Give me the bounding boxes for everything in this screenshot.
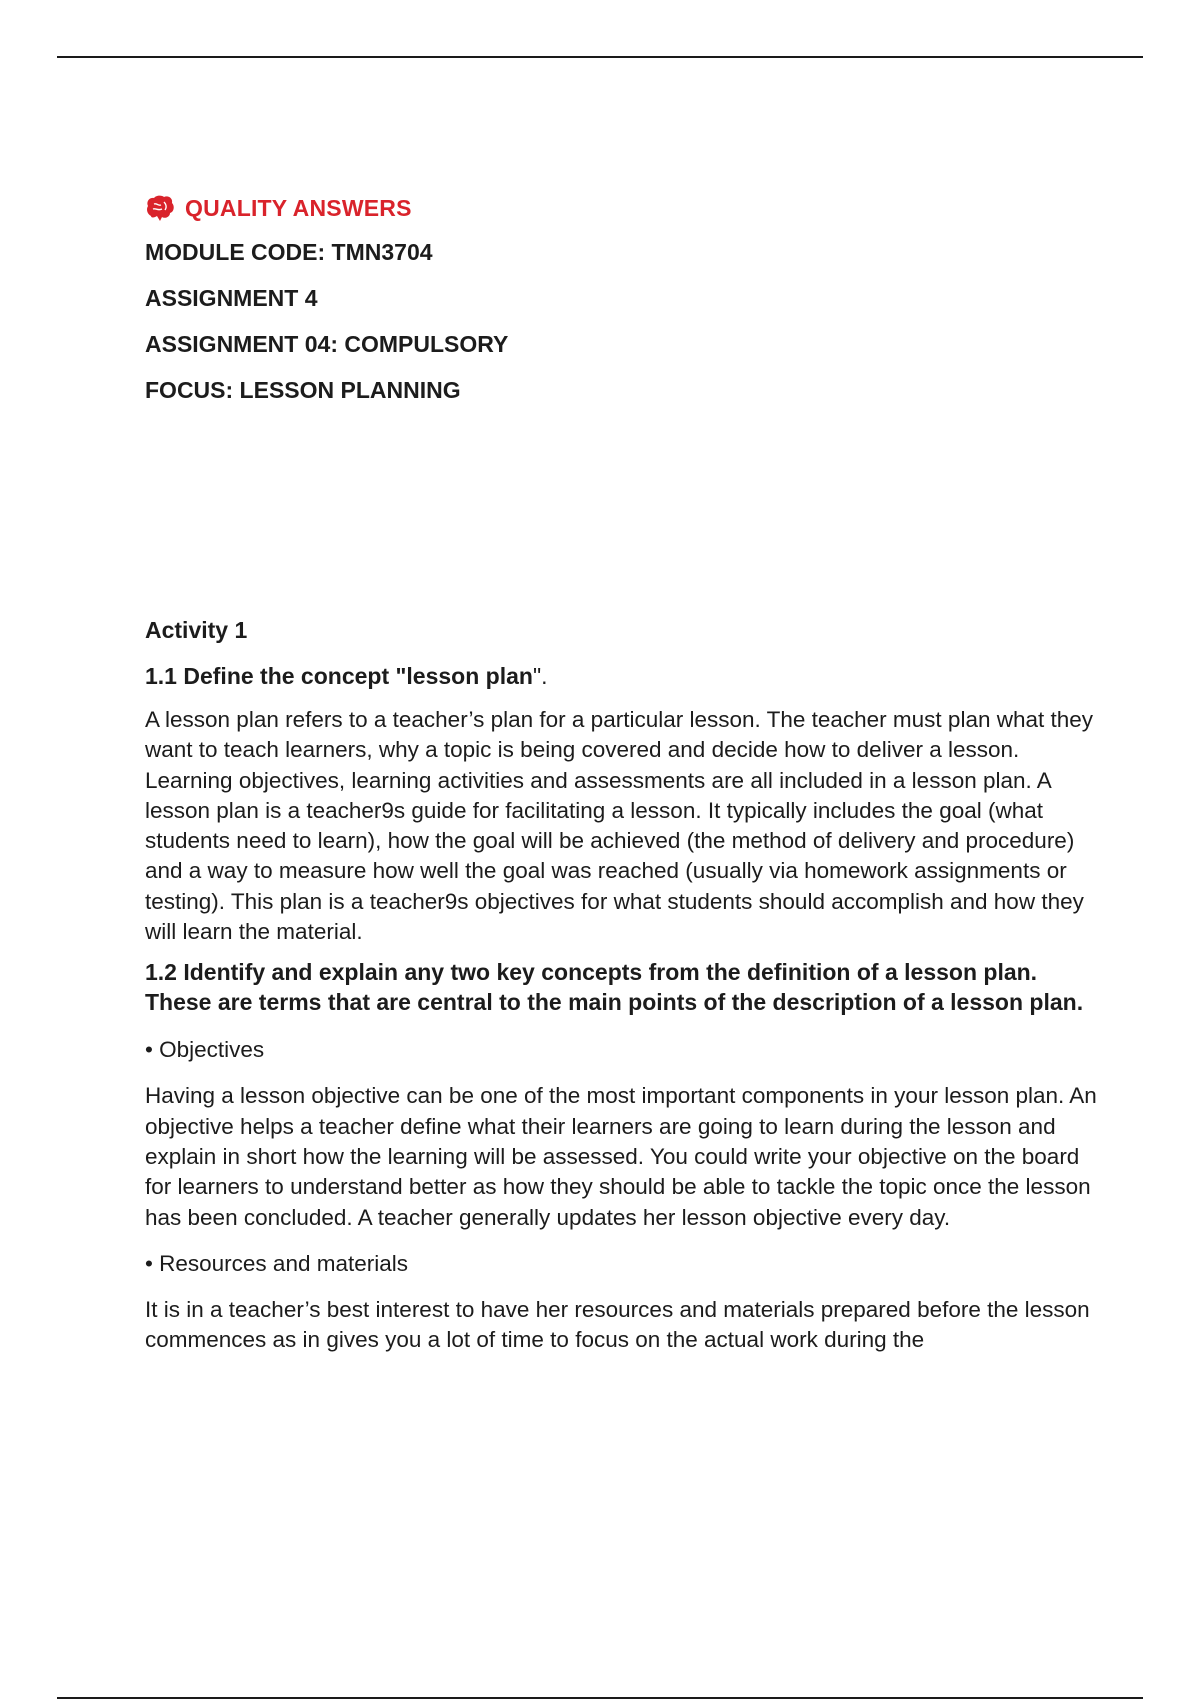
brand-header bbox=[145, 193, 1105, 223]
brain-icon bbox=[145, 194, 175, 222]
answer-1-1: A lesson plan refers to a teacher’s plan for a particular lesson. The teacher must plan what they want to teach learners, why a topic is being covered and decide how to deliver a lesson. Learning objectives, learning activities and assessments are all included in a lesson plan. A lesson plan is a teacher9s guide for facilitating a lesson. It typically includes the goal (what students need to learn), how the goal will be achieved (the method of delivery and procedure) and a way to measure how well the goal was reached (usually via homework assignments or testing). This plan is a teacher9s objectives for what students should accomplish and how they will learn the material. bbox=[145, 707, 1094, 945]
assignment-type: ASSIGNMENT 04: COMPULSORY bbox=[145, 331, 509, 357]
activity-title: Activity 1 bbox=[145, 617, 248, 643]
question-1-1 bbox=[145, 661, 1105, 691]
document-body bbox=[145, 193, 1105, 1355]
top-rule bbox=[57, 56, 1143, 58]
question-1-1-text: 1.1 Define the concept "lesson plan bbox=[145, 663, 533, 689]
bullet-resources: • Resources and materials bbox=[145, 1250, 408, 1276]
module-code: MODULE CODE: TMN3704 bbox=[145, 239, 433, 265]
focus-line: FOCUS: LESSON PLANNING bbox=[145, 377, 461, 403]
answer-objectives: Having a lesson objective can be one of the most important components in your lesson plan. An objective helps a teacher define what their learners are going to learn during the lesson and explain in short how the learning will be assessed. You could write your objective on the board for learners to understand better as how they should be able to tackle the topic once the lesson has been concluded. A teacher generally updates her lesson objective every day. bbox=[145, 1083, 1097, 1230]
bullet-objectives: • Objectives bbox=[145, 1037, 265, 1063]
answer-resources: It is in a teacher’s best interest to have her resources and materials prepared before the lesson commences as in gives you a lot of time to focus on the actual work during the bbox=[145, 1296, 1090, 1353]
question-1-2: 1.2 Identify and explain any two key concepts from the definition of a lesson plan. These are terms that are central to the main points of the description of a lesson plan. bbox=[145, 959, 1084, 1016]
assignment-number: ASSIGNMENT 4 bbox=[145, 285, 318, 311]
question-1-1-tail: ". bbox=[532, 663, 548, 689]
bottom-rule bbox=[57, 1697, 1143, 1699]
brand-name: QUALITY ANSWERS bbox=[185, 194, 412, 221]
